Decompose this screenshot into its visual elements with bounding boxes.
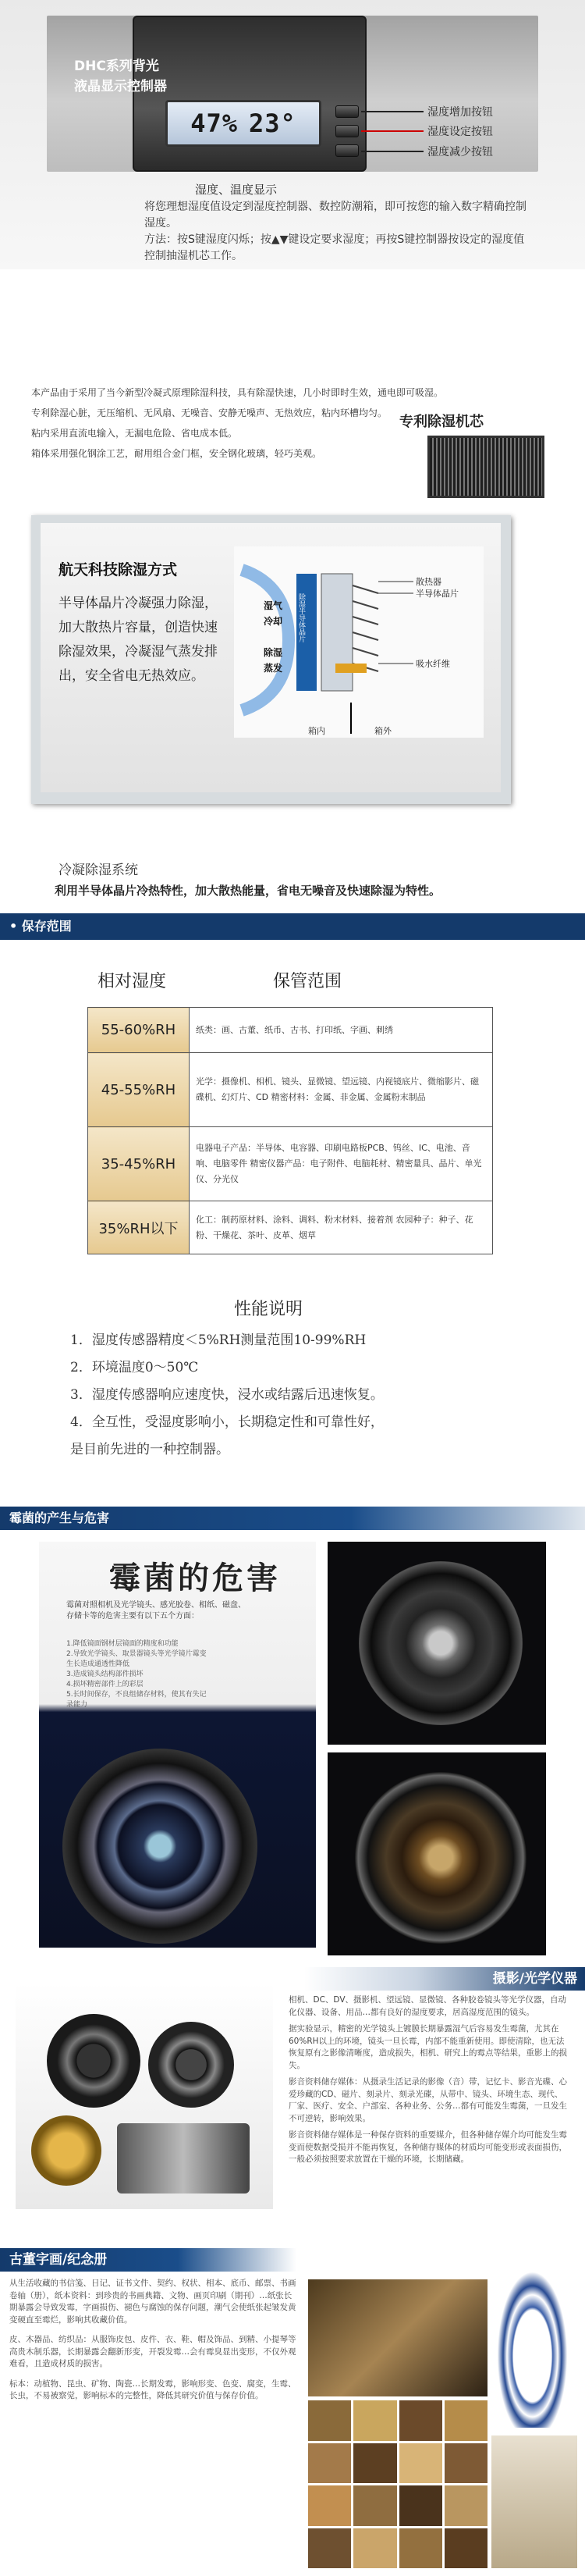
intro-line-1: 本产品由于采用了当今新型冷凝式原理除湿科技，具有除湿快速，几小时即时生效，通电即可吸湿。 — [31, 387, 444, 398]
camera-group-image — [16, 1983, 273, 2209]
camera-lens-1 — [47, 2014, 140, 2108]
optical-text — [289, 1994, 569, 2171]
label-out: 箱外 — [374, 726, 392, 736]
optical-paragraph: 相机、DC、DV、摄影机、望远镜、显微镜、各种胶卷镜头等光学仪器，自动化仪器、设备、用品…都有良好的湿度要求，居高湿度范围的镜头。 — [289, 1995, 566, 2017]
mold-subtitle — [66, 1600, 246, 1622]
btn-set-label: 湿度设定按钮 — [427, 126, 493, 138]
mold-list — [66, 1639, 207, 1710]
lcd-temperature: 23° — [249, 109, 296, 138]
performance-item: 1．湿度传感器精度＜5%RH测量范围10-99%RH — [70, 1332, 367, 1348]
humidity-down-button[interactable] — [335, 144, 359, 157]
mold-list-item: 4.损坏精密部件上的彩层 — [66, 1681, 144, 1688]
antique-tile — [399, 2443, 442, 2484]
lcd-display — [165, 100, 321, 147]
calligraphy-paragraph: 标本：动植物、昆虫、矿物、陶瓷…长期发霉，影响形变、色变、腐变，生霉、长虫，不易被察觉，影响标本的完整性，降低其研究价值与保存价值。 — [9, 2379, 296, 2400]
mold-list-item: 2.导致光学镜头、取景器镜头等光学镜片霉变生长造成通透性降低 — [66, 1650, 207, 1668]
controller-title-line1: DHC系列背光 — [74, 59, 159, 74]
performance-item: 3．湿度传感器响应速度快，浸水或结露后迅速恢复。 — [70, 1387, 384, 1403]
specimen-image — [491, 2435, 577, 2568]
optical-bar: 摄影/光学仪器 — [304, 1967, 585, 1991]
intro-text — [31, 382, 456, 464]
label-fiber: 吸水纤维 — [416, 659, 450, 669]
antique-tile — [353, 2400, 396, 2441]
antique-tile — [399, 2400, 442, 2441]
col-humidity-heading: 相对湿度 — [98, 972, 167, 991]
calligraphy-text — [9, 2278, 298, 2411]
calligraphy-paragraph: 从生活收藏的书信笺、日记、证书文件、契约、权状、相本、底币、邮票、书画卷轴（册），纸本资料：到珍贵的书画典籍、文物、画页印刷（期刊）…纸张长期暴露会导致发霉，字画损伤、褪色与腐蚀的保存问题，潮气会使纸张起皱发黄变硬直至霉烂，影响其收藏价值。 — [9, 2279, 296, 2325]
antique-tile — [308, 2528, 351, 2569]
antique-tile — [399, 2528, 442, 2569]
flow-label-1: 湿气 — [264, 600, 283, 611]
diagram-bg — [234, 546, 484, 738]
set-pointer-line — [361, 130, 424, 132]
antique-tile — [308, 2443, 351, 2484]
humidity-set-button[interactable] — [335, 125, 359, 137]
range-cell: 55-60%RH — [88, 1008, 190, 1053]
controller-title-line2: 液晶显示控制器 — [74, 79, 167, 94]
antique-tile — [308, 2485, 351, 2526]
controller-description — [144, 199, 534, 265]
optical-paragraph: 影音资料储存媒体是一种保存资料的重要媒介，但各种储存媒介均可能发生霉变而使数据受损并不能再恢复，各种储存媒体的材质均可能变形或表面损伤，一般必须按照要求放置在干燥的环境，长期储藏。 — [289, 2130, 567, 2164]
intro-line-3: 粘内采用直流电输入，无漏电危险、省电成本低。 — [31, 428, 238, 439]
table-row — [88, 1201, 493, 1254]
calligraphy-bar: 古董字画/纪念册 — [0, 2248, 296, 2272]
aerospace-body: 半导体晶片冷凝强力除湿，加大散热片容量，创造快速除湿效果，冷凝湿气蒸发排出，安全省电无热效应。 — [58, 596, 218, 684]
moldy-lens-image-3 — [355, 1772, 526, 1944]
antiques-grid — [308, 2400, 488, 2568]
optical-paragraph: 影音资料储存媒体：从摄录生活记录的影像（音）带，记忆卡、影音光碟、心爱珍藏的CD、磁片、刻录片、刻录光碟，从带中、镜头、环境生态、现代、厂家、医疗、安全、户部室、各种业务、公务…都有可能发生霉菌，一旦发生不可逆转，影响效果。 — [289, 2077, 567, 2123]
antique-tile — [445, 2400, 488, 2441]
optical-paragraph: 据实验显示，精密的光学镜头上镀膜长期暴露湿气后容易发生霉菌，尤其在60%RH以上的环境，镜头一旦长霉，内部不能重新使用。即使清除，也无法恢复原有之影像清晰度，造成损失，相机、研究上的霉点等结果，重影上的损失。 — [289, 2024, 567, 2070]
flow-label-2: 冷却 — [264, 616, 283, 627]
antique-tile — [445, 2443, 488, 2484]
mold-subtitle-text: 霉菌对照相机及光学镜头、感光胶卷、相纸、磁盘、存储卡等的危害主要有以下五个方面： — [66, 1601, 246, 1621]
label-heatsink: 散热器 — [416, 577, 441, 587]
condensing-body: 利用半导体晶片冷热特性，加大散热能量，省电无噪音及快速除湿为特性。 — [55, 884, 441, 898]
col-scope-heading: 保管范围 — [273, 972, 342, 991]
patent-core-title: 专利除湿机芯 — [399, 414, 484, 430]
chip-text: 除湿半导体晶片 — [297, 593, 305, 642]
table-row — [88, 1053, 493, 1127]
performance-item: 4．全互性，受湿度影响小，长期稳定性和可靠性好， — [70, 1414, 384, 1430]
heatsink-block — [321, 574, 353, 691]
table-row — [88, 1008, 493, 1053]
storage-range-table — [87, 1007, 493, 1254]
antique-tile — [399, 2485, 442, 2526]
scroll-image — [308, 2279, 488, 2396]
mold-title: 霉菌的危害 — [109, 1560, 281, 1596]
antique-tile — [353, 2443, 396, 2484]
antique-tile — [353, 2485, 396, 2526]
btn-up-label: 湿度增加按钮 — [427, 106, 493, 119]
condensing-title: 冷凝除湿系统 — [58, 863, 138, 878]
mold-list-item: 5.长时间保存，不良组储存材料，使其有失记录能力 — [66, 1691, 207, 1709]
intro-line-2: 专利除湿心脏，无压缩机、无风扇、无噪音、安静无噪声、无热效应，粘内环槽均匀。 — [31, 407, 388, 418]
mold-list-item: 3.造成镜头结构部件损坏 — [66, 1670, 144, 1678]
camera-lens-2 — [148, 2022, 234, 2108]
table-row — [88, 1127, 493, 1201]
porcelain-vase-image — [488, 2248, 577, 2428]
humidity-up-button[interactable] — [335, 105, 359, 118]
aerospace-title: 航天科技除湿方式 — [58, 561, 178, 578]
intro-line-4: 箱体采用强化钢涂工艺，耐用组合金门框，安全钢化玻璃，轻巧美观。 — [31, 448, 322, 459]
antique-tile — [353, 2528, 396, 2569]
performance-title: 性能说明 — [234, 1300, 303, 1319]
range-cell: 35%RH以下 — [88, 1201, 190, 1254]
dehumidifier-core-image — [427, 436, 544, 498]
drain-bar — [335, 664, 367, 673]
label-in: 箱内 — [308, 726, 325, 736]
camera-body — [117, 2123, 250, 2194]
range-cell: 45-55%RH — [88, 1053, 190, 1127]
flow-label-3: 除湿 — [264, 647, 283, 658]
controller-device — [133, 16, 367, 172]
controller-desc-2: 方法：按S键湿度闪烁；按▲▼键设定要求湿度；再按S键控制器按设定的湿度值控制抽湿机芯工作。 — [144, 233, 525, 262]
mold-bar: 霉菌的产生与危害 — [0, 1507, 585, 1530]
antique-tile — [445, 2485, 488, 2526]
antique-tile — [445, 2528, 488, 2569]
storage-range-bar: • 保存范围 — [0, 913, 585, 940]
antique-tile — [308, 2400, 351, 2441]
controller-desc-1: 将您理想湿度值设定到湿度控制器、数控防潮箱，即可按您的输入数字精确控制湿度。 — [144, 201, 526, 229]
range-cell: 35-45%RH — [88, 1127, 190, 1201]
performance-item: 是目前先进的一种控制器。 — [70, 1442, 229, 1457]
down-pointer-line — [361, 151, 424, 152]
calligraphy-paragraph: 皮、木器品、纺织品：从服饰皮包、皮件、衣、鞋、帽及饰品、到精、小提琴等高贵木制乐器，长期暴露会翻新形变，开裂发霉…会有霉臭显出变形，不仅外观难看，且造成材质的损害。 — [9, 2335, 296, 2368]
performance-list — [70, 1327, 538, 1464]
performance-item: 2．环境温度0～50℃ — [70, 1360, 199, 1375]
flow-label-4: 蒸发 — [264, 663, 283, 674]
filter-lens — [31, 2115, 101, 2186]
controller-title — [74, 56, 167, 97]
mold-list-item: 1.降低镜面钢材层镜面的精度和功能 — [66, 1640, 179, 1648]
up-pointer-line — [361, 111, 424, 112]
moldy-lens-image-2 — [359, 1561, 523, 1725]
btn-down-label: 湿度减少按钮 — [427, 146, 493, 158]
scope-cell: 纸类：画、古董、纸币、古书、打印纸、字画、刺绣 — [190, 1008, 493, 1053]
moldy-lens-image-1 — [62, 1749, 257, 1944]
lcd-humidity: 47% — [190, 109, 238, 138]
scope-cell: 光学：摄像机、相机、镜头、显微镜、望远镜、内视镜底片、微缩影片、磁碟机、幻灯片、CD 精密材料：金属、非金属、金属粉末制品 — [190, 1053, 493, 1127]
dehumidify-diagram — [234, 546, 484, 738]
scope-cell: 化工：制药原材料、涂料、调料、粉末材料、接着剂 农园种子：种子、花粉、干燥花、茶叶、皮革、烟草 — [190, 1201, 493, 1254]
lcd-caption: 湿度、温度显示 — [195, 183, 278, 197]
label-chip: 半导体晶片 — [416, 589, 459, 599]
scope-cell: 电器电子产品：半导体、电容器、印刷电路板PCB、钨丝、IC、电池、音响、电脑零件 精密仪器产品：电子附件、电脑耗材、精密量具、晶片、单光仪、分光仪 — [190, 1127, 493, 1201]
